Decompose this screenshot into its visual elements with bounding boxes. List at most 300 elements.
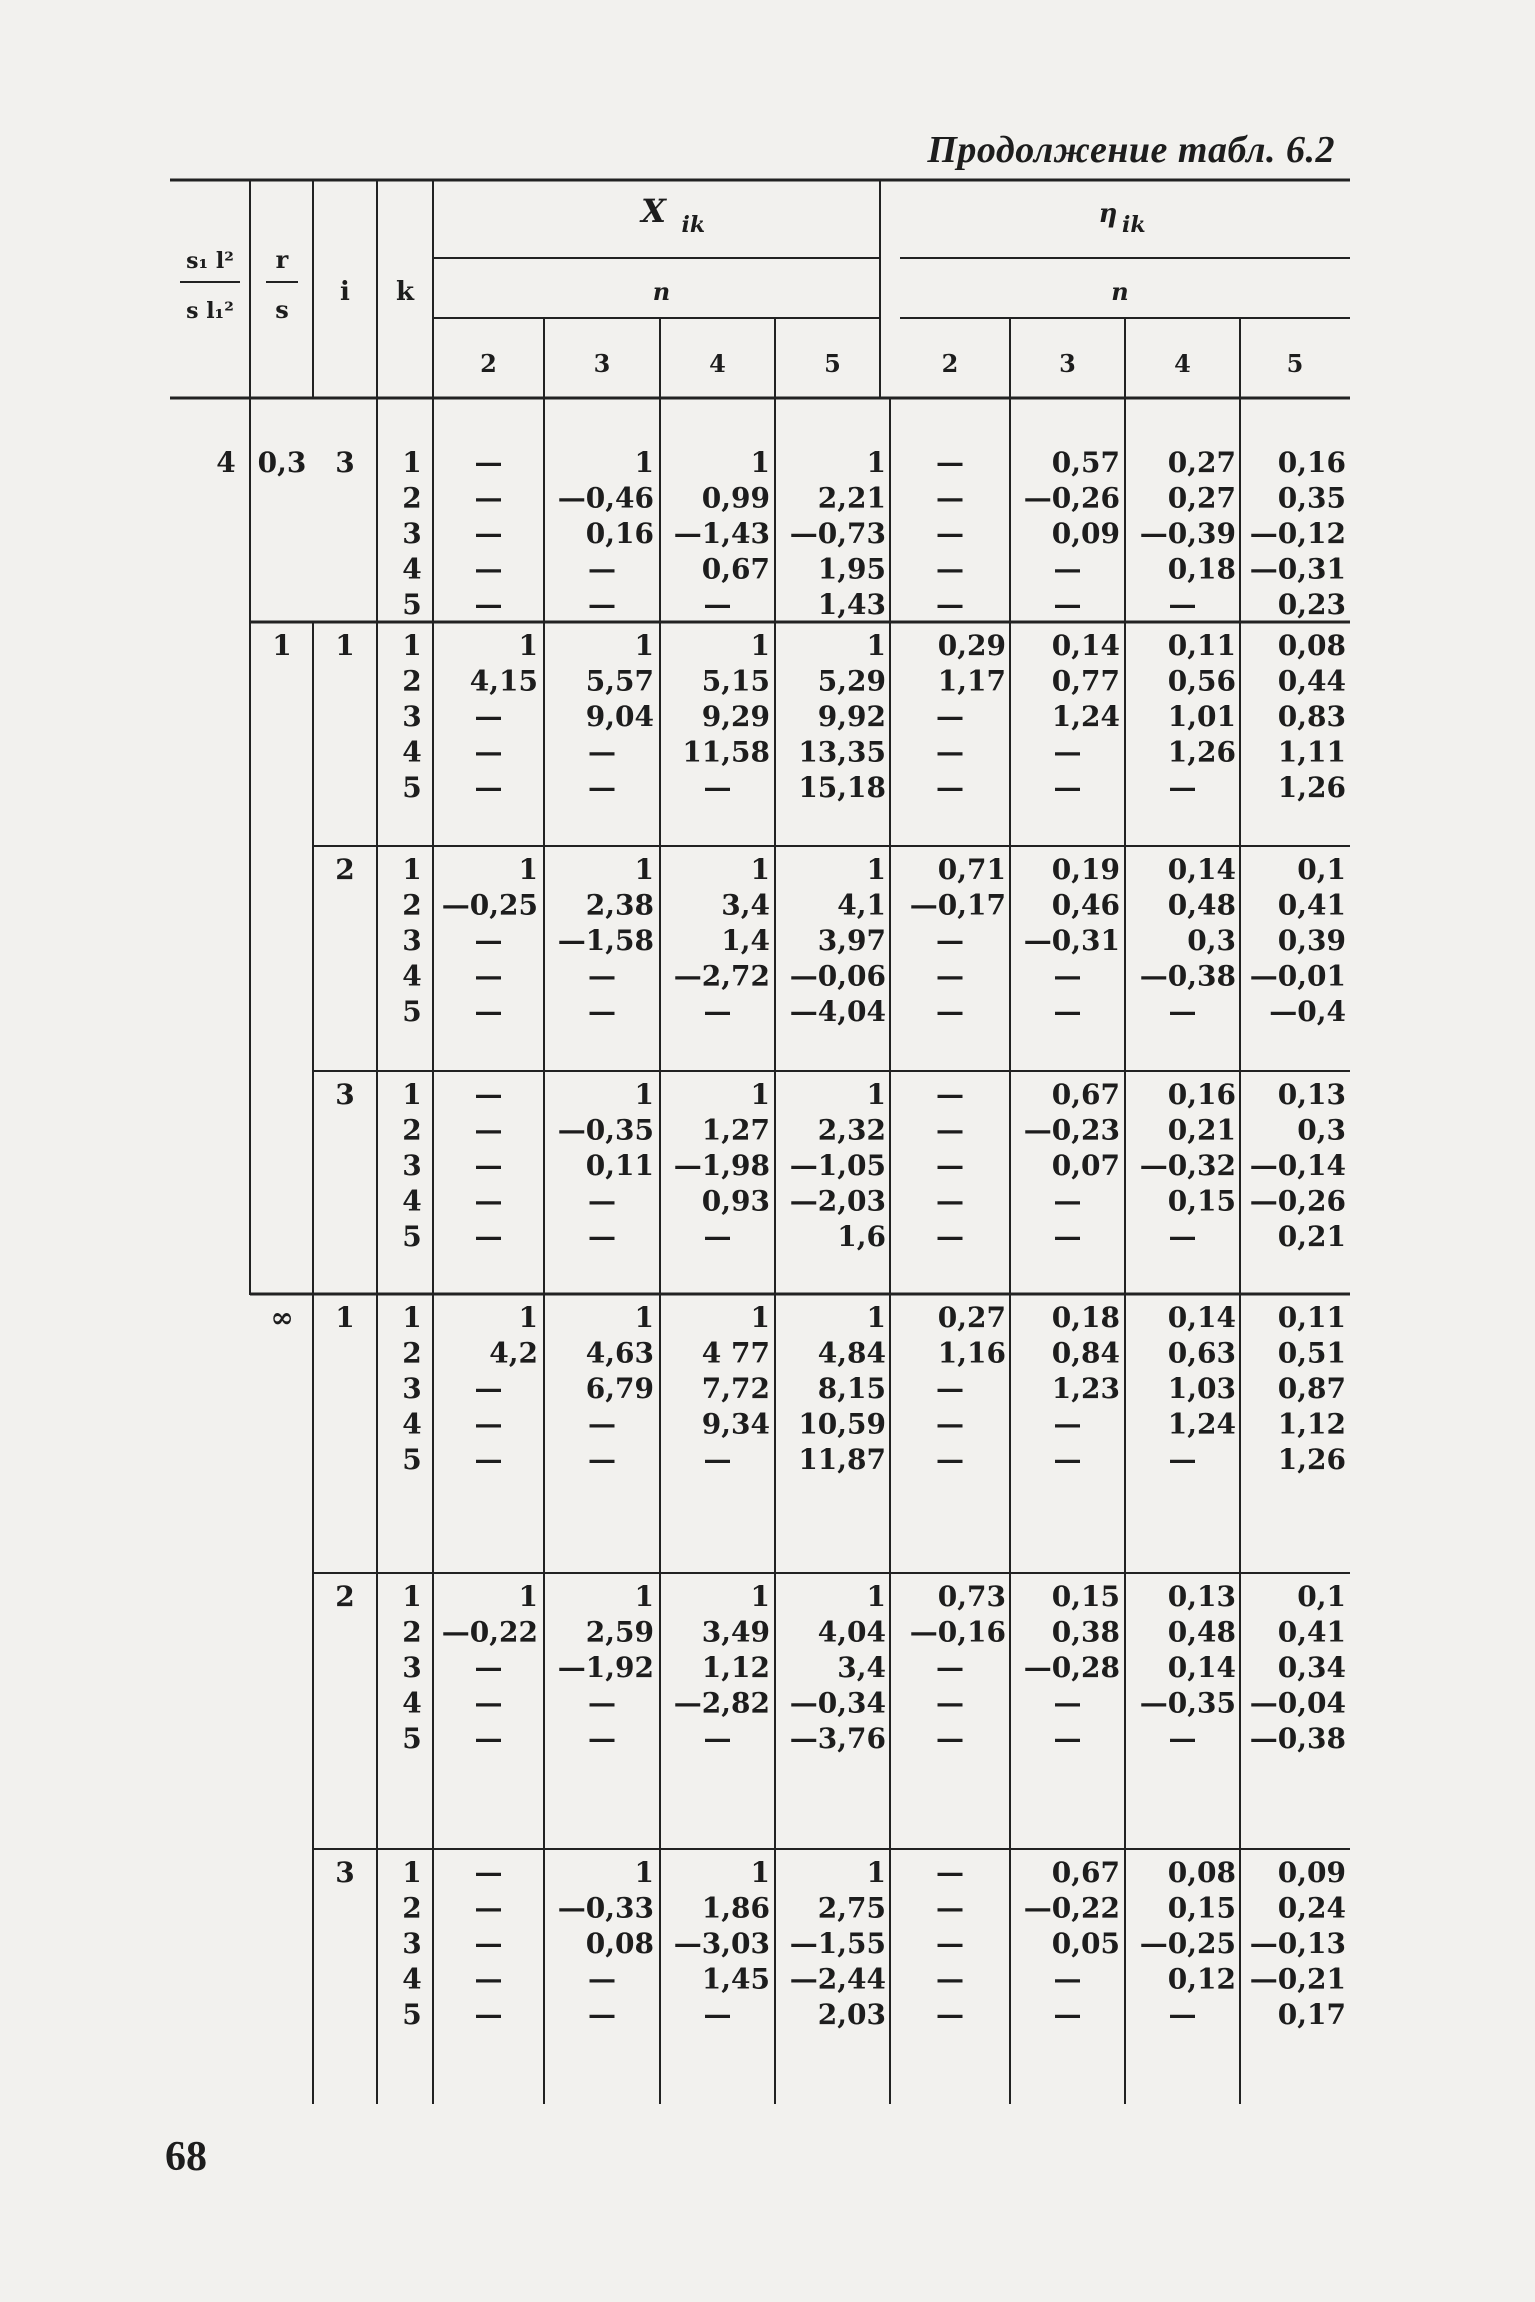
- x-value: —0,73: [789, 517, 886, 550]
- x-value: —: [474, 481, 503, 515]
- eta-value: 0,16: [1277, 446, 1346, 479]
- k-value: 1: [402, 629, 422, 662]
- eta-value: 0,14: [1167, 853, 1236, 886]
- eta-value: 0,83: [1277, 700, 1346, 733]
- x-value: —: [474, 1891, 503, 1925]
- i-value: 1: [335, 1301, 355, 1334]
- x-value: 1: [518, 1301, 538, 1334]
- eta-value: —: [936, 1372, 964, 1405]
- eta-value: —: [936, 924, 964, 957]
- k-value: 3: [402, 924, 422, 957]
- x-value: 1: [750, 629, 770, 662]
- x-value: 4,04: [817, 1615, 886, 1649]
- x-value: —: [588, 1722, 616, 1755]
- x-value: 0,67: [701, 552, 770, 586]
- eta-value: —: [1053, 1998, 1082, 2031]
- eta-value: —0,22: [1023, 1891, 1120, 1925]
- k-value: 5: [402, 995, 422, 1028]
- eta-value: —0,12: [1249, 517, 1346, 550]
- x-value: —2,82: [673, 1686, 770, 1720]
- page-number: 68: [165, 2134, 207, 2180]
- eta-value: 0,51: [1277, 1336, 1346, 1370]
- k-value: 3: [402, 1149, 422, 1182]
- eta-value: 0,27: [1167, 481, 1236, 515]
- header-eta-n-2: 2: [941, 349, 959, 378]
- x-value: —: [703, 771, 732, 804]
- eta-value: 0,11: [1167, 629, 1236, 662]
- x-value: 1: [634, 1078, 654, 1111]
- x-value: —: [474, 924, 503, 957]
- eta-value: 0,3: [1297, 1113, 1346, 1147]
- x-value: 4,15: [469, 664, 538, 698]
- x-value: 1: [866, 446, 886, 479]
- x-value: —: [474, 1722, 503, 1755]
- eta-value: 1,16: [937, 1336, 1006, 1370]
- eta-value: 0,09: [1277, 1856, 1346, 1889]
- x-value: 2,32: [817, 1113, 886, 1147]
- table-caption: Продолжение табл. 6.2: [927, 129, 1335, 171]
- eta-value: —: [1053, 1220, 1082, 1253]
- x-value: 1,45: [701, 1962, 770, 1996]
- k-value: 3: [402, 700, 422, 733]
- x-value: 4,1: [837, 888, 886, 922]
- x-value: 7,72: [701, 1372, 770, 1405]
- x-value: —: [474, 517, 503, 550]
- eta-value: —: [936, 995, 964, 1028]
- x-value: 1: [634, 1856, 654, 1889]
- x-value: —0,25: [441, 888, 538, 922]
- x-value: —: [703, 1220, 732, 1253]
- x-value: 1,12: [701, 1651, 770, 1684]
- eta-value: 0,09: [1051, 517, 1120, 550]
- eta-value: 0,67: [1051, 1856, 1120, 1889]
- eta-value: —: [936, 1113, 964, 1147]
- eta-value: —: [1053, 552, 1082, 586]
- k-value: 2: [402, 888, 422, 922]
- x-value: —: [474, 588, 503, 621]
- r-value: 1: [272, 629, 292, 662]
- x-value: 1: [750, 853, 770, 886]
- k-value: 5: [402, 1722, 422, 1755]
- x-value: —: [588, 1220, 616, 1253]
- header-n-5: 5: [824, 349, 841, 378]
- eta-value: —: [1168, 995, 1197, 1028]
- eta-value: —0,38: [1249, 1722, 1346, 1755]
- eta-value: 1,23: [1051, 1372, 1120, 1405]
- x-value: —: [588, 1686, 616, 1720]
- x-value: 1,6: [837, 1220, 886, 1253]
- x-value: 0,16: [585, 517, 654, 550]
- x-value: 1: [634, 446, 654, 479]
- eta-value: —: [1053, 771, 1082, 804]
- x-value: 5,29: [817, 664, 886, 698]
- eta-value: —0,17: [909, 888, 1006, 922]
- eta-value: —0,4: [1269, 995, 1346, 1028]
- eta-value: 0,14: [1051, 629, 1120, 662]
- eta-value: 0,39: [1277, 924, 1346, 957]
- x-value: —: [474, 446, 503, 479]
- eta-value: 0,15: [1051, 1580, 1120, 1613]
- x-value: 1: [866, 853, 886, 886]
- x-value: —: [474, 1686, 503, 1720]
- x-value: 1: [634, 853, 654, 886]
- x-value: —: [588, 1962, 616, 1996]
- eta-value: —: [1053, 1962, 1082, 1996]
- k-value: 5: [402, 588, 422, 621]
- x-value: 1,43: [817, 588, 886, 621]
- k-value: 5: [402, 1220, 422, 1253]
- eta-value: —: [1053, 1686, 1082, 1720]
- eta-value: —: [1053, 588, 1082, 621]
- eta-value: 0,13: [1167, 1580, 1236, 1613]
- header-ratio-bottom: s l₁²: [186, 298, 234, 324]
- eta-value: 1,11: [1277, 735, 1346, 769]
- x-value: 13,35: [798, 735, 886, 769]
- eta-value: 0,1: [1297, 1580, 1346, 1613]
- x-value: 9,92: [817, 700, 886, 733]
- x-value: —1,55: [789, 1927, 886, 1960]
- header-eta-symbol: η: [1098, 199, 1118, 229]
- x-value: —: [588, 735, 616, 769]
- x-value: 1: [750, 1580, 770, 1613]
- x-value: —: [703, 1443, 732, 1476]
- eta-value: —: [1053, 735, 1082, 769]
- eta-value: 1,17: [937, 664, 1006, 698]
- eta-value: —: [936, 1927, 964, 1960]
- x-value: 0,11: [585, 1149, 654, 1182]
- eta-value: —0,31: [1249, 552, 1346, 586]
- k-value: 4: [402, 735, 422, 769]
- x-value: —: [703, 1998, 732, 2031]
- x-value: 1: [866, 629, 886, 662]
- eta-value: —0,39: [1139, 517, 1236, 550]
- eta-value: —0,35: [1139, 1686, 1236, 1720]
- eta-value: —: [936, 1651, 964, 1684]
- x-value: 1,86: [701, 1891, 770, 1925]
- header-i: i: [340, 277, 350, 307]
- eta-value: 0,34: [1277, 1651, 1346, 1684]
- header-eta-n: n: [1111, 277, 1129, 306]
- k-value: 4: [402, 959, 422, 993]
- eta-value: —0,13: [1249, 1927, 1346, 1960]
- x-value: —: [588, 1184, 616, 1218]
- x-value: 1: [866, 1301, 886, 1334]
- eta-value: —: [936, 771, 964, 804]
- eta-value: 0,21: [1277, 1220, 1346, 1253]
- ratio-value: 4: [216, 446, 236, 479]
- x-value: —1,98: [673, 1149, 770, 1182]
- eta-value: 0,57: [1051, 446, 1120, 479]
- header-n-4: 4: [709, 349, 726, 378]
- header-n-2: 2: [480, 349, 497, 378]
- eta-value: 0,3: [1187, 924, 1236, 957]
- x-value: —: [474, 1113, 503, 1147]
- eta-value: 0,18: [1167, 552, 1236, 586]
- eta-value: 0,08: [1277, 629, 1346, 662]
- x-value: —: [588, 588, 616, 621]
- eta-value: 0,44: [1277, 664, 1346, 698]
- eta-value: —0,16: [909, 1615, 1006, 1649]
- eta-value: 0,18: [1051, 1301, 1120, 1334]
- eta-value: 0,11: [1277, 1301, 1346, 1334]
- x-value: 2,03: [817, 1998, 886, 2031]
- eta-value: 0,14: [1167, 1651, 1236, 1684]
- x-value: 1: [866, 1856, 886, 1889]
- eta-value: 0,67: [1051, 1078, 1120, 1111]
- x-value: —: [474, 1962, 503, 1996]
- eta-value: 0,84: [1051, 1336, 1120, 1370]
- i-value: 1: [335, 629, 355, 662]
- eta-value: —: [1053, 1722, 1082, 1755]
- k-value: 3: [402, 1651, 422, 1684]
- eta-value: —: [1053, 1184, 1082, 1218]
- x-value: —: [474, 1149, 503, 1182]
- eta-value: 0,46: [1051, 888, 1120, 922]
- eta-value: 1,12: [1277, 1407, 1346, 1441]
- eta-value: 1,24: [1051, 700, 1120, 733]
- eta-value: 0,29: [937, 629, 1006, 662]
- eta-value: 1,26: [1277, 1443, 1346, 1476]
- k-value: 3: [402, 1927, 422, 1960]
- eta-value: 0,21: [1167, 1113, 1236, 1147]
- eta-value: 0,08: [1167, 1856, 1236, 1889]
- x-value: 1: [750, 1078, 770, 1111]
- eta-value: 0,1: [1297, 853, 1346, 886]
- header-x-n: n: [652, 277, 671, 306]
- k-value: 1: [402, 446, 422, 479]
- k-value: 2: [402, 1891, 422, 1925]
- x-value: 11,87: [798, 1443, 886, 1476]
- eta-value: —: [936, 517, 964, 550]
- x-value: —: [588, 995, 616, 1028]
- eta-value: 0,23: [1277, 588, 1346, 621]
- eta-value: —: [936, 1220, 964, 1253]
- header-r-top: r: [275, 245, 289, 274]
- eta-value: 0,12: [1167, 1962, 1236, 1996]
- eta-value: —: [936, 588, 964, 621]
- x-value: 1: [518, 853, 538, 886]
- x-value: —1,05: [789, 1149, 886, 1182]
- k-value: 5: [402, 771, 422, 804]
- x-value: —1,43: [673, 517, 770, 550]
- x-value: —4,04: [789, 995, 886, 1028]
- eta-value: —: [936, 481, 964, 515]
- x-value: 2,75: [817, 1891, 886, 1925]
- x-value: —: [588, 1998, 616, 2031]
- eta-value: —0,31: [1023, 924, 1120, 957]
- k-value: 5: [402, 1998, 422, 2031]
- eta-value: —: [1168, 1998, 1197, 2031]
- eta-value: —: [1168, 1443, 1197, 1476]
- x-value: —0,22: [441, 1615, 538, 1649]
- x-value: —: [474, 1856, 503, 1889]
- eta-value: —: [936, 1184, 964, 1218]
- k-value: 2: [402, 1615, 422, 1649]
- eta-value: 0,41: [1277, 888, 1346, 922]
- eta-value: —0,32: [1139, 1149, 1236, 1182]
- x-value: 5,57: [585, 664, 654, 698]
- x-value: —0,33: [557, 1891, 654, 1925]
- eta-value: 0,07: [1051, 1149, 1120, 1182]
- i-value: 3: [335, 1856, 355, 1889]
- eta-value: —: [936, 1686, 964, 1720]
- x-value: 2,38: [585, 888, 654, 922]
- x-value: —: [588, 1407, 616, 1441]
- eta-value: —: [936, 1443, 964, 1476]
- eta-value: —: [936, 552, 964, 586]
- x-value: 3,4: [721, 888, 770, 922]
- eta-value: —: [936, 1998, 964, 2031]
- x-value: 0,08: [585, 1927, 654, 1960]
- eta-value: —: [936, 1078, 964, 1111]
- x-value: 4 77: [701, 1336, 770, 1370]
- x-value: 0,93: [701, 1184, 770, 1218]
- k-value: 2: [402, 481, 422, 515]
- x-value: 1: [750, 446, 770, 479]
- eta-value: —0,28: [1023, 1651, 1120, 1684]
- eta-value: —0,04: [1249, 1686, 1346, 1720]
- i-value: 2: [335, 1580, 355, 1613]
- eta-value: 1,26: [1167, 735, 1236, 769]
- eta-value: 0,48: [1167, 888, 1236, 922]
- x-value: —0,34: [789, 1686, 886, 1720]
- eta-value: 0,27: [937, 1301, 1006, 1334]
- x-value: —: [703, 995, 732, 1028]
- eta-value: —0,23: [1023, 1113, 1120, 1147]
- x-value: —: [474, 1998, 503, 2031]
- x-value: —: [474, 1078, 503, 1111]
- header-r-bottom: s: [275, 295, 289, 324]
- eta-value: —: [936, 446, 964, 479]
- eta-value: —: [936, 1407, 964, 1441]
- x-value: —: [703, 1722, 732, 1755]
- x-value: 1: [866, 1580, 886, 1613]
- eta-value: 0,27: [1167, 446, 1236, 479]
- x-value: —: [588, 552, 616, 586]
- header-eta-n-3: 3: [1059, 349, 1076, 378]
- x-value: 6,79: [585, 1372, 654, 1405]
- eta-value: 0,41: [1277, 1615, 1346, 1649]
- eta-value: —: [1168, 1220, 1197, 1253]
- eta-value: —0,01: [1249, 959, 1346, 993]
- eta-value: 0,24: [1277, 1891, 1346, 1925]
- x-value: —0,06: [789, 959, 886, 993]
- x-value: 1: [866, 1078, 886, 1111]
- x-value: —: [588, 771, 616, 804]
- x-value: —: [474, 1372, 503, 1405]
- x-value: 8,15: [817, 1372, 886, 1405]
- eta-value: 0,13: [1277, 1078, 1346, 1111]
- eta-value: —: [1168, 588, 1197, 621]
- x-value: 1: [518, 629, 538, 662]
- x-value: —: [474, 735, 503, 769]
- x-value: —: [474, 1220, 503, 1253]
- x-value: —: [474, 1927, 503, 1960]
- eta-value: 1,26: [1277, 771, 1346, 804]
- x-value: —: [474, 959, 503, 993]
- k-value: 2: [402, 664, 422, 698]
- eta-value: 0,38: [1051, 1615, 1120, 1649]
- eta-value: —: [936, 1149, 964, 1182]
- k-value: 4: [402, 1962, 422, 1996]
- x-value: 15,18: [798, 771, 886, 804]
- x-value: —0,35: [557, 1113, 654, 1147]
- x-value: —2,03: [789, 1184, 886, 1218]
- eta-value: 0,15: [1167, 1184, 1236, 1218]
- eta-value: 0,73: [937, 1580, 1006, 1613]
- eta-value: —0,25: [1139, 1927, 1236, 1960]
- eta-value: —: [936, 1891, 964, 1925]
- x-value: —: [474, 552, 503, 586]
- eta-value: —0,26: [1249, 1184, 1346, 1218]
- eta-value: —: [1053, 959, 1082, 993]
- eta-value: 0,71: [937, 853, 1006, 886]
- x-value: —1,58: [557, 924, 654, 957]
- x-value: 3,97: [817, 924, 886, 957]
- x-value: 10,59: [798, 1407, 886, 1441]
- x-value: 1: [634, 1580, 654, 1613]
- header-n-3: 3: [593, 349, 611, 378]
- x-value: 4,84: [817, 1336, 886, 1370]
- k-value: 4: [402, 1407, 422, 1441]
- header-eta-subscript: ik: [1122, 212, 1146, 238]
- x-value: —: [703, 588, 732, 621]
- x-value: 1: [750, 1301, 770, 1334]
- x-value: 9,04: [585, 700, 654, 733]
- eta-value: 1,03: [1167, 1372, 1236, 1405]
- x-value: —: [588, 1443, 616, 1476]
- x-value: 3,4: [837, 1651, 886, 1684]
- x-value: 1: [634, 1301, 654, 1334]
- eta-value: —: [1053, 995, 1082, 1028]
- k-value: 1: [402, 1580, 422, 1613]
- eta-value: —: [936, 1962, 964, 1996]
- eta-value: —: [1053, 1443, 1082, 1476]
- k-value: 2: [402, 1113, 422, 1147]
- eta-value: —0,14: [1249, 1149, 1346, 1182]
- x-value: 4,63: [585, 1336, 654, 1370]
- x-value: —3,76: [789, 1722, 886, 1755]
- x-value: 9,29: [701, 700, 770, 733]
- x-value: 0,99: [701, 481, 770, 515]
- k-value: 1: [402, 1078, 422, 1111]
- i-value: 3: [335, 1078, 355, 1111]
- eta-value: 0,17: [1277, 1998, 1346, 2031]
- header-k: k: [395, 277, 415, 307]
- eta-value: —: [936, 959, 964, 993]
- eta-value: —: [936, 1856, 964, 1889]
- x-value: —: [474, 700, 503, 733]
- eta-value: 0,77: [1051, 664, 1120, 698]
- x-value: 1: [634, 629, 654, 662]
- eta-value: —: [1168, 771, 1197, 804]
- x-value: —: [474, 1651, 503, 1684]
- x-value: 9,34: [701, 1407, 770, 1441]
- k-value: 3: [402, 1372, 422, 1405]
- eta-value: 0,35: [1277, 481, 1346, 515]
- eta-value: —: [936, 700, 964, 733]
- x-value: 5,15: [701, 664, 770, 698]
- x-value: —0,46: [557, 481, 654, 515]
- eta-value: 0,19: [1051, 853, 1120, 886]
- i-value: 2: [335, 853, 355, 886]
- eta-value: 0,15: [1167, 1891, 1236, 1925]
- header-ratio-top: s₁ l²: [186, 248, 234, 274]
- k-value: 5: [402, 1443, 422, 1476]
- k-value: 4: [402, 1184, 422, 1218]
- x-value: —: [474, 1407, 503, 1441]
- x-value: 2,59: [585, 1615, 654, 1649]
